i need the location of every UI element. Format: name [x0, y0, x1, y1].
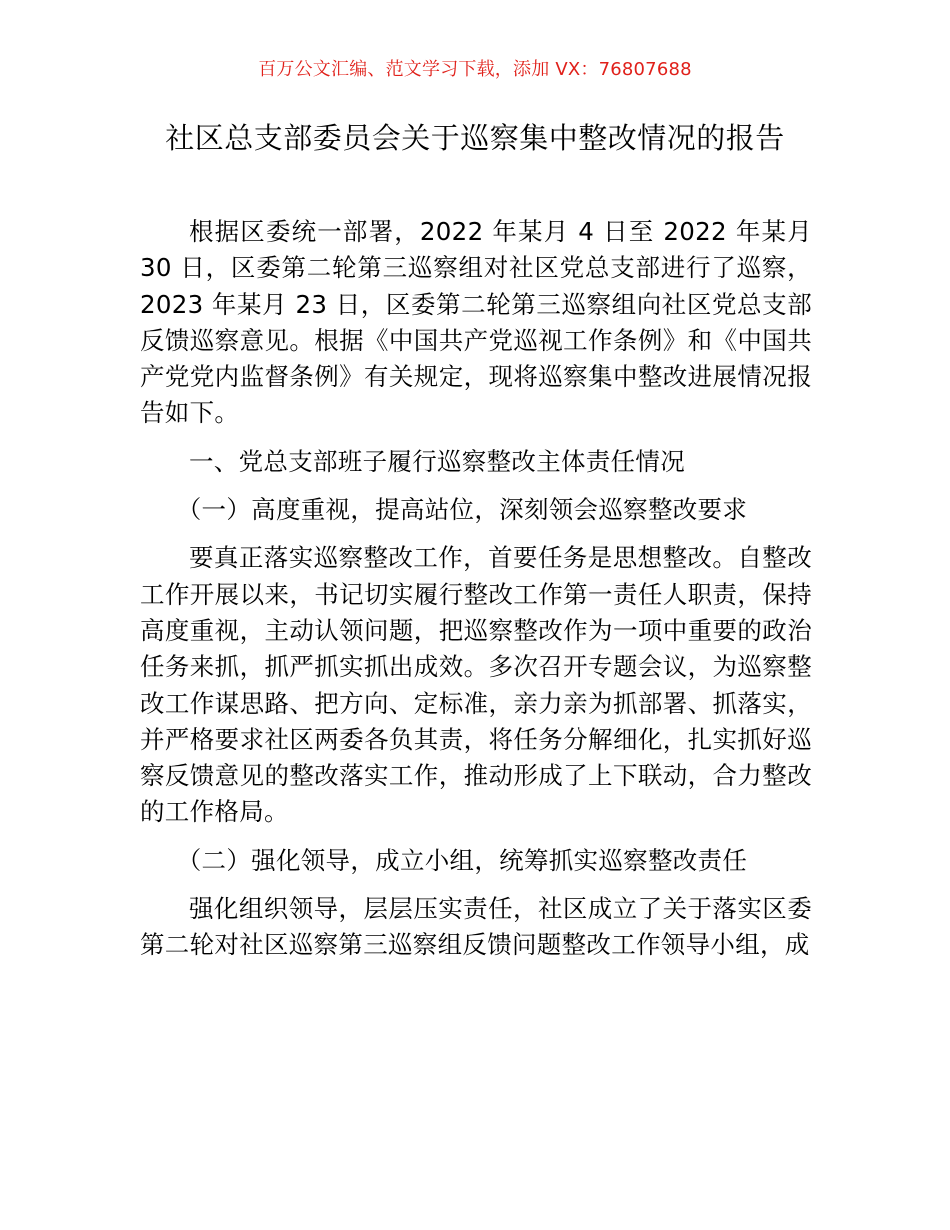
intro-paragraph: 根据区委统一部署，2022 年某月 4 日至 2022 年某月 30 日，区委第二轮第三巡察组对社区党总支部进行了巡察，2023 年某月 23 日，区委第二轮第三巡察组向社区党总支部反馈巡察意见。根据《中国共产党巡视工作条例》和《中国共产党党内监督条例》有关规定，现将巡察集中整改进展情况报告如下。	[140, 217, 812, 428]
section-heading-1: 一、党总支部班子履行巡察整改主体责任情况	[189, 446, 685, 476]
body-paragraph-1: 要真正落实巡察整改工作，首要任务是思想整改。自整改工作开展以来，书记切实履行整改工作第一责任人职责，保持高度重视，主动认领问题，把巡察整改作为一项中重要的政治任务来抓，抓严抓实抓出成效。多次召开专题会议，为巡察整改工作谋思路、把方向、定标准，亲力亲为抓部署、抓落实，并严格要求社区两委各负其责，将任务分解细化，扎实抓好巡察反馈意见的整改落实工作，推动形成了上下联动，合力整改的工作格局。	[140, 543, 812, 827]
subsection-heading-1: （一）高度重视，提高站位，深刻领会巡察整改要求	[176, 495, 748, 525]
subsection-heading-2: （二）强化领导，成立小组，统筹抓实巡察整改责任	[176, 845, 748, 875]
body-paragraph-2: 强化组织领导，层层压实责任，社区成立了关于落实区委第二轮对社区巡察第三巡察组反馈问题整改工作领导小组，成	[140, 894, 812, 960]
document-title: 社区总支部委员会关于巡察集中整改情况的报告	[165, 121, 785, 155]
promo-banner: 百万公文汇编、范文学习下载，添加 VX：76807688	[258, 59, 692, 80]
document-body	[140, 214, 812, 976]
